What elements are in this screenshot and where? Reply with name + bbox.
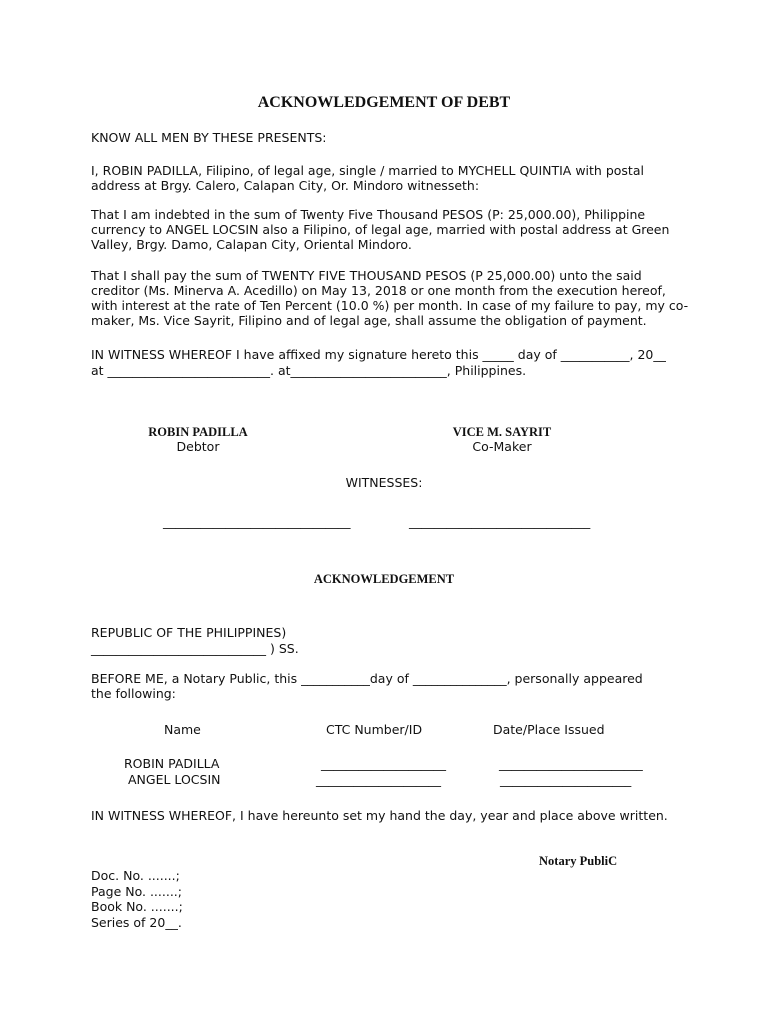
series-no: Series of 20__. <box>91 915 182 930</box>
para3-line4: maker, Ms. Vice Sayrit, Filipino and of legal age, shall assume the obligation of payment. <box>91 313 647 328</box>
book-no: Book No. .......; <box>91 899 183 914</box>
acknowledgement-heading: ACKNOWLEDGEMENT <box>313 572 455 586</box>
para3-line3: with interest at the rate of Ten Percent (10.0 %) per month. In case of my failure to pay, my co- <box>91 298 689 313</box>
row1-ctc: ____________________ <box>321 756 446 771</box>
debtor-name: ROBIN PADILLA <box>148 425 248 439</box>
para3-line2: creditor (Ms. Minerva A. Acedillo) on May 13, 2018 or one month from the execution hereof, <box>91 283 666 298</box>
witness-clause-line2: at __________________________. at_________________________, Philippines. <box>91 363 527 378</box>
para1-line2: address at Brgy. Calero, Calapan City, Or. Mindoro witnesseth: <box>91 178 480 193</box>
para2-line1: That I am indebted in the sum of Twenty Five Thousand PESOS (P: 25,000.00), Philippine <box>91 207 646 222</box>
table-header-name: Name <box>164 722 201 737</box>
comaker-role: Co-Maker <box>472 439 532 454</box>
witness-clause-line1: IN WITNESS WHEREOF I have affixed my signature hereto this _____ day of ___________, 20__ <box>91 347 666 362</box>
notary-public-label: Notary PubliC <box>539 854 618 868</box>
venue-line2: ____________________________ ) SS. <box>91 641 299 656</box>
para3-line1: That I shall pay the sum of TWENTY FIVE THOUSAND PESOS (P 25,000.00) unto the said <box>91 268 642 283</box>
intro-text: KNOW ALL MEN BY THESE PRESENTS: <box>91 130 327 145</box>
witness-signature-line-right: _____________________________ <box>409 514 591 529</box>
witness-signature-line-left: ______________________________ <box>163 514 351 529</box>
row1-date: _______________________ <box>499 756 643 771</box>
table-header-ctc: CTC Number/ID <box>326 722 423 737</box>
page-no: Page No. .......; <box>91 884 182 899</box>
closing-clause: IN WITNESS WHEREOF, I have hereunto set my hand the day, year and place above written. <box>91 808 668 823</box>
row2-ctc: ____________________ <box>316 772 441 787</box>
row1-name: ROBIN PADILLA <box>124 756 220 771</box>
table-header-date: Date/Place Issued <box>493 722 605 737</box>
para2-line2: currency to ANGEL LOCSIN also a Filipino, of legal age, married with postal address at Green <box>91 222 670 237</box>
document-title: ACKNOWLEDGEMENT OF DEBT <box>257 94 511 111</box>
para2-line3: Valley, Brgy. Damo, Calapan City, Oriental Mindoro. <box>91 237 412 252</box>
witnesses-label: WITNESSES: <box>345 475 423 490</box>
para1-line1: I, ROBIN PADILLA, Filipino, of legal age, single / married to MYCHELL QUINTIA with postal <box>91 163 644 178</box>
before-me-line2: the following: <box>91 686 176 701</box>
before-me-line1: BEFORE ME, a Notary Public, this ___________day of _______________, personally appeared <box>91 671 643 686</box>
doc-no: Doc. No. .......; <box>91 868 180 883</box>
comaker-name: VICE M. SAYRIT <box>452 425 552 439</box>
venue-line1: REPUBLIC OF THE PHILIPPINES) <box>91 625 287 640</box>
row2-name: ANGEL LOCSIN <box>128 772 221 787</box>
debtor-role: Debtor <box>176 439 220 454</box>
row2-date: _____________________ <box>500 772 632 787</box>
